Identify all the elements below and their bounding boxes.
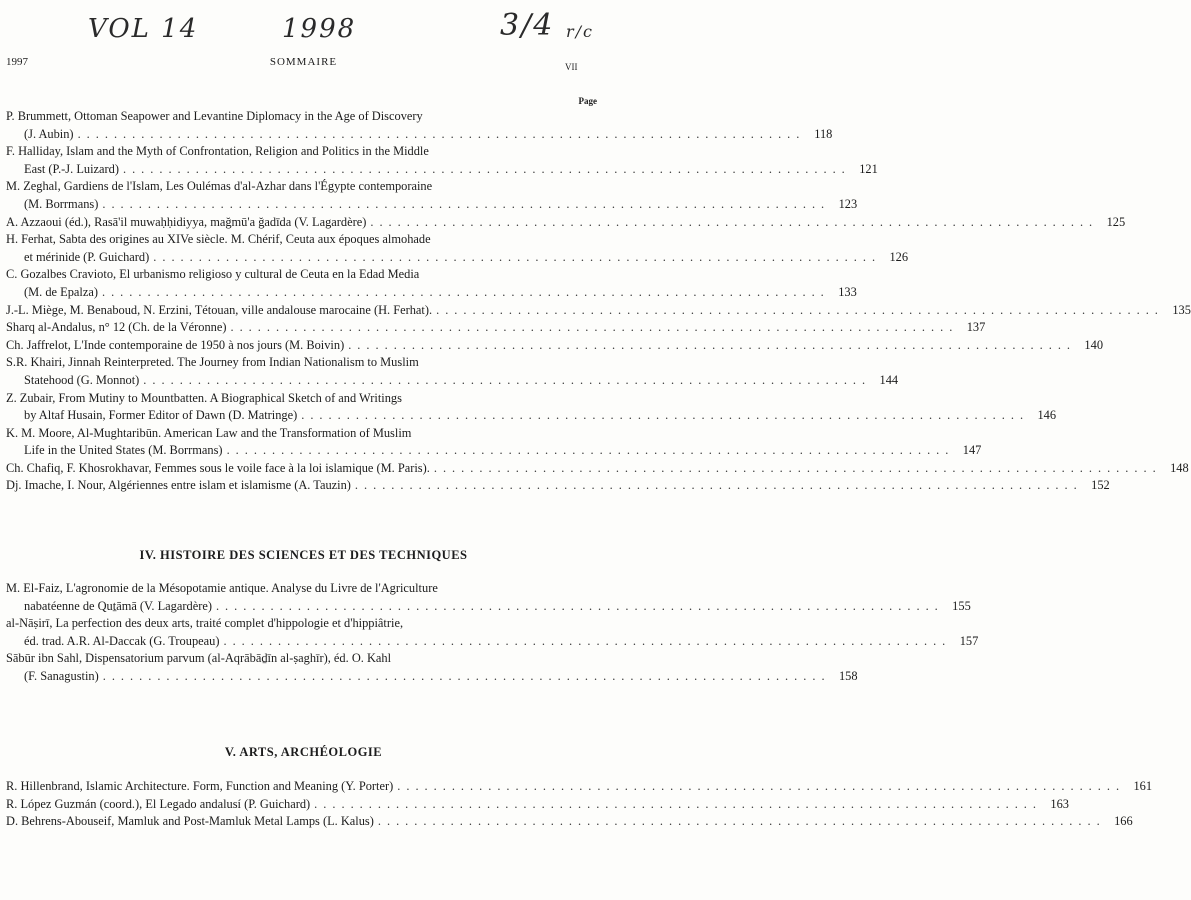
running-head-page-number: VII <box>565 62 578 72</box>
toc-entry-text: Dj. Imache, I. Nour, Algériennes entre islam et islamisme (A. Tauzin) <box>6 478 351 493</box>
toc-entry <box>6 108 833 143</box>
toc-entry <box>6 266 857 301</box>
toc-entry-line <box>6 796 1069 814</box>
toc-entry <box>6 231 909 266</box>
dot-leader: ................................................................................ <box>101 284 830 299</box>
dot-leader: ................................................................................ <box>122 161 851 176</box>
toc-entry-text: (F. Sanagustin) <box>24 668 99 683</box>
dot-leader: ................................................................................ <box>397 779 1126 793</box>
toc-entry <box>6 813 1133 831</box>
toc-entry-line <box>6 372 899 390</box>
toc-entry-text: Ch. Jaffrelot, L'Inde contemporaine de 1950 à nos jours (M. Boivin) <box>6 337 345 352</box>
dot-leader: ................................................................................ <box>223 633 952 648</box>
toc-entry-text: East (P.-J. Luizard) <box>24 161 119 176</box>
review-list-history-of-sciences <box>6 580 979 686</box>
toc-entry-line <box>6 668 858 686</box>
toc-entry-page: 148 <box>1170 460 1189 475</box>
toc-entry-text: Z. Zubair, From Mutiny to Mountbatten. A Biographical Sketch of and Writings <box>6 390 402 405</box>
dot-leader: ................................................................................ <box>377 814 1106 829</box>
toc-entry-page: 147 <box>962 443 982 458</box>
toc-entry <box>6 354 899 389</box>
toc-entry <box>6 580 971 615</box>
toc-entry-text: nabatéenne de Quṯāmā (V. Lagardère) <box>24 598 212 613</box>
dot-leader: ................................................................................ <box>226 443 955 458</box>
section-heading-history-of-sciences: IV. HISTOIRE DES SCIENCES ET DES TECHNIQUES <box>139 548 468 562</box>
toc-entry-line <box>6 126 833 144</box>
toc-entry <box>6 425 982 460</box>
toc-entry-text: M. El-Faiz, L'agronomie de la Mésopotamie antique. Analyse du Livre de l'Agriculture <box>6 581 438 595</box>
toc-entry-line <box>6 477 1110 495</box>
toc-entry-text: Ch. Chafiq, F. Khosrokhavar, Femmes sous le voile face à la loi islamique (M. Paris). <box>6 460 430 475</box>
toc-entry <box>6 650 858 685</box>
handwritten-volume-note: VOL 14 <box>88 14 199 44</box>
toc-entry-line <box>6 425 600 443</box>
dot-leader: ................................................................................ <box>153 249 882 264</box>
toc-entry-text: Life in the United States (M. Borrmans) <box>24 443 223 458</box>
review-list-arts-archeology <box>6 778 1153 831</box>
toc-entry <box>6 319 986 337</box>
toc-entry <box>6 143 878 178</box>
toc-entry-line <box>6 580 600 598</box>
toc-entry <box>6 778 1153 796</box>
toc-entry-text: Sharq al-Andalus, n° 12 (Ch. de la Véronne) <box>6 320 227 335</box>
toc-entry-page: 144 <box>879 372 899 387</box>
toc-entry-text: A. Azzaoui (éd.), Rasā'il muwaḥḥidiyya, mağmū'a ğadīda (V. Lagardère) <box>6 214 367 229</box>
toc-entry-page: 121 <box>859 161 878 176</box>
toc-entry <box>6 796 1069 814</box>
dot-leader: ................................................................................ <box>301 408 1030 423</box>
toc-entry-page: 140 <box>1084 337 1104 352</box>
toc-entry-line <box>6 778 1153 796</box>
toc-entry-line <box>6 390 600 408</box>
toc-entry-line <box>6 196 858 214</box>
dot-leader: ................................................................................ <box>143 372 872 387</box>
toc-entry-page: 155 <box>952 598 971 613</box>
toc-entry-page: 157 <box>959 633 979 648</box>
toc-entry-text: R. Hillenbrand, Islamic Architecture. Form, Function and Meaning (Y. Porter) <box>6 779 394 793</box>
dot-leader: ................................................................................ <box>348 337 1077 352</box>
toc-entry <box>6 214 1126 232</box>
dot-leader: ................................................................................ <box>215 598 944 613</box>
toc-entry <box>6 178 858 213</box>
toc-entry-page: 126 <box>889 249 909 264</box>
toc-entry-text: et mérinide (P. Guichard) <box>24 249 150 264</box>
toc-entry-text: éd. trad. A.R. Al-Daccak (G. Troupeau) <box>24 633 220 648</box>
dot-leader: ................................................................................ <box>102 668 831 683</box>
toc-entry-page: 152 <box>1091 478 1110 493</box>
toc-entry-line <box>6 266 600 284</box>
toc-entry-text: D. Behrens-Abouseif, Mamluk and Post-Mamluk Metal Lamps (L. Kalus) <box>6 814 374 829</box>
toc-entry-line <box>6 650 600 668</box>
toc-entry-line <box>6 354 600 372</box>
running-head-year: 1997 <box>6 56 28 68</box>
toc-entry-text: Statehood (G. Monnot) <box>24 372 140 387</box>
toc-entry-line <box>6 813 1133 831</box>
toc-entry-text: F. Halliday, Islam and the Myth of Confrontation, Religion and Politics in the Middle <box>6 144 429 159</box>
toc-entry-page: 163 <box>1050 796 1069 811</box>
toc-entry-line <box>6 460 1189 478</box>
toc-entry <box>6 390 1057 425</box>
dot-leader: ................................................................................ <box>370 214 1099 229</box>
handwritten-fraction-note: 3/4 <box>500 8 555 43</box>
review-list-continued <box>6 108 1191 495</box>
dot-leader: ................................................................................ <box>433 460 1162 475</box>
toc-entry-text: (M. de Epalza) <box>24 284 98 299</box>
toc-entry-page: 118 <box>814 126 833 141</box>
toc-entry-line <box>6 214 1126 232</box>
toc-entry-line <box>6 407 1057 425</box>
toc-entry-line <box>6 337 1104 355</box>
running-head-title: SOMMAIRE <box>269 56 338 68</box>
toc-entry-text: S.R. Khairi, Jinnah Reinterpreted. The Journey from Indian Nationalism to Muslim <box>6 355 419 370</box>
toc-entry-page: 123 <box>838 196 858 211</box>
toc-entry-line <box>6 598 971 616</box>
toc-entry-text: (J. Aubin) <box>24 126 74 141</box>
toc-entry-text: K. M. Moore, Al-Mughtaribūn. American Law and the Transformation of Muslim <box>6 425 412 440</box>
toc-entry <box>6 302 1191 320</box>
toc-entry-line <box>6 319 986 337</box>
toc-entry <box>6 337 1104 355</box>
handwritten-year-note: 1998 <box>282 14 357 44</box>
toc-entry-line <box>6 108 600 126</box>
toc-entry-line <box>6 231 600 249</box>
dot-leader: ................................................................................ <box>314 796 1042 811</box>
toc-entry-line <box>6 302 1191 320</box>
toc-entry <box>6 460 1189 478</box>
dot-leader: ................................................................................ <box>436 302 1164 317</box>
toc-entry-text: (M. Borrmans) <box>24 196 99 211</box>
page-column-header: Page <box>578 96 597 106</box>
section-heading-arts-archeology: V. ARTS, ARCHÉOLOGIE <box>224 745 383 759</box>
toc-entry-page: 125 <box>1106 214 1126 229</box>
handwritten-margin-mark: r/c <box>566 22 594 41</box>
toc-entry-page: 135 <box>1172 302 1191 317</box>
toc-entry-text: Sābūr ibn Sahl, Dispensatorium parvum (al-Aqrābāḏīn al-ṣaghīr), éd. O. Kahl <box>6 651 392 666</box>
toc-entry-line <box>6 284 857 302</box>
toc-entry-page: 133 <box>838 284 857 299</box>
toc-entry-text: C. Gozalbes Cravioto, El urbanismo religioso y cultural de Ceuta en la Edad Media <box>6 267 420 282</box>
dot-leader: ................................................................................ <box>230 320 959 335</box>
dot-leader: ................................................................................ <box>102 196 831 211</box>
toc-entry <box>6 477 1110 495</box>
toc-entry-line <box>6 249 909 267</box>
toc-entry-page: 146 <box>1037 408 1057 423</box>
toc-entry <box>6 615 979 650</box>
toc-entry-line <box>6 442 982 460</box>
toc-entry-line <box>6 178 600 196</box>
toc-entry-page: 166 <box>1114 814 1133 829</box>
toc-entry-text: H. Ferhat, Sabta des origines au XIVe siècle. M. Chérif, Ceuta aux époques almohade <box>6 232 431 247</box>
toc-entry-text: by Altaf Husain, Former Editor of Dawn (D. Matringe) <box>24 408 298 423</box>
dot-leader: ................................................................................ <box>354 478 1083 493</box>
toc-entry-text: M. Zeghal, Gardiens de l'Islam, Les Oulémas d'al-Azhar dans l'Égypte contemporaine <box>6 179 433 194</box>
toc-entry-text: P. Brummett, Ottoman Seapower and Levantine Diplomacy in the Age of Discovery <box>6 109 423 123</box>
dot-leader: ................................................................................ <box>77 126 806 141</box>
toc-entry-text: R. López Guzmán (coord.), El Legado andalusí (P. Guichard) <box>6 796 311 811</box>
toc-entry-line <box>6 161 878 179</box>
toc-entry-page: 158 <box>838 668 858 683</box>
toc-entry-line <box>6 615 600 633</box>
toc-entry-page: 161 <box>1133 779 1153 793</box>
toc-entry-text: al-Nāṣirī, La perfection des deux arts, traité complet d'hippologie et d'hippiâtrie, <box>6 616 404 631</box>
toc-entry-line <box>6 143 600 161</box>
toc-entry-line <box>6 633 979 651</box>
toc-entry-text: J.-L. Miège, M. Benaboud, N. Erzini, Tétouan, ville andalouse marocaine (H. Ferhat). <box>6 302 433 317</box>
toc-entry-page: 137 <box>966 320 986 335</box>
